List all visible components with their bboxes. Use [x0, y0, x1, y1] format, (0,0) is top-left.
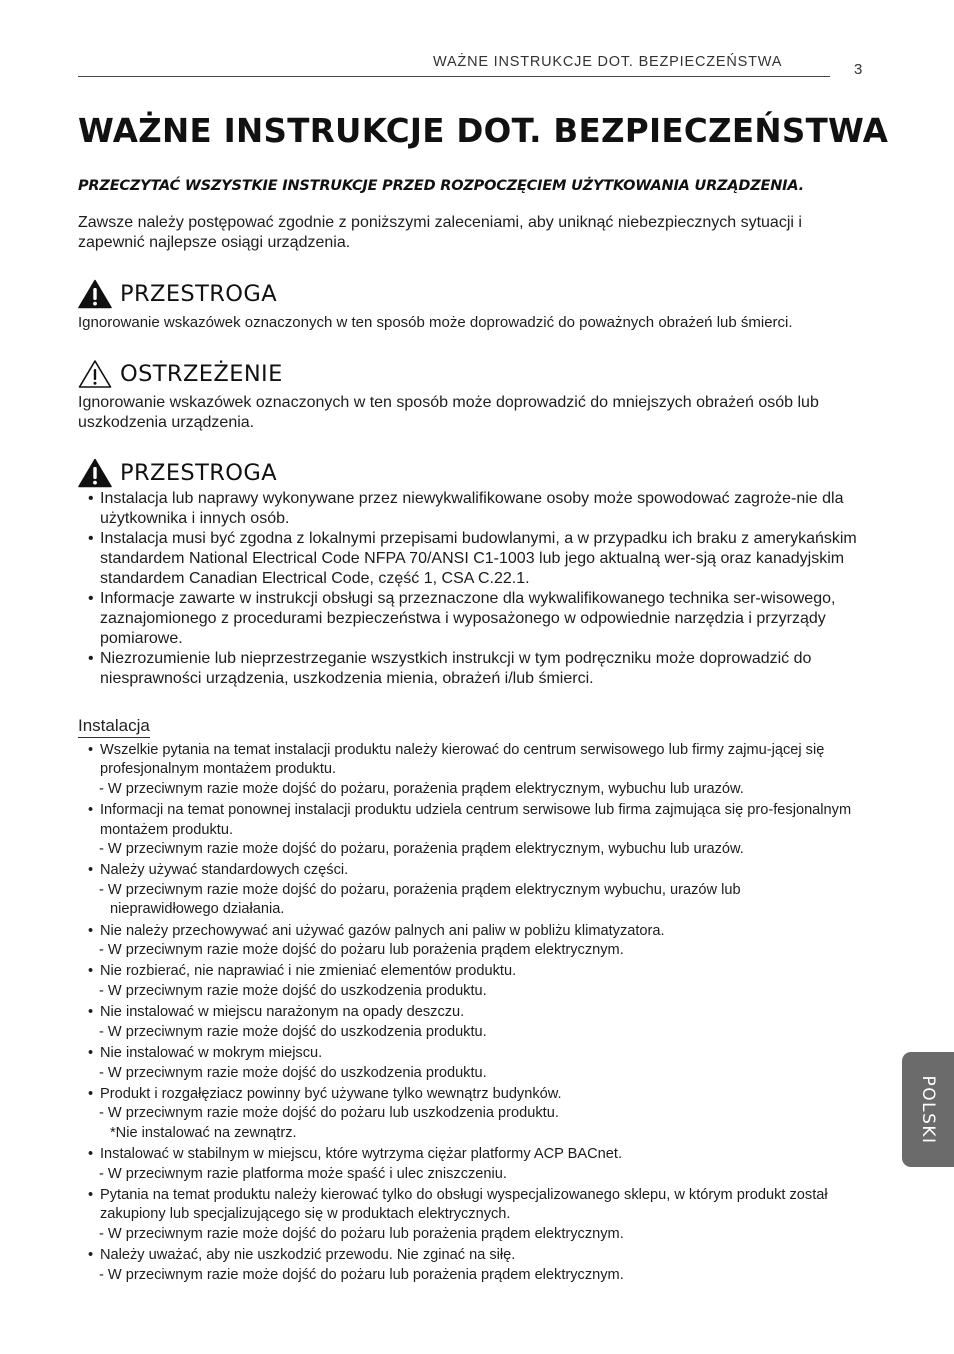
item-note: - W przeciwnym razie może dojść do uszkodzenia produktu.: [99, 1023, 487, 1040]
list-item: • Informacje zawarte w instrukcji obsługi są przeznaczone dla wykwalifikowanego technika ser-wisowego, zaznajomionego z procedurami bezpieczeństwa i wyposażonego w odpowiednie narzędzia i przyrządy pomiarowe.: [78, 589, 868, 649]
item-text: Należy uważać, aby nie uszkodzić przewodu. Nie zginać na siłę.: [100, 1247, 516, 1264]
list-item: • Instalacja musi być zgodna z lokalnymi przepisami budowlanymi, a w przypadku ich braku z amerykańskim standardem National Electrical Code NFPA 70/ANSI C1-1003 lub jego aktualną wer-sją oraz kanadyjskim standardem Canadian Electrical Code, część 1, CSA C.22.1.: [78, 529, 868, 589]
running-header: WAŻNE INSTRUKCJE DOT. BEZPIECZEŃSTWA: [433, 54, 783, 70]
list-item: [78, 741, 878, 799]
item-note-continuation: nieprawidłowego działania.: [110, 901, 285, 918]
przestroga-legend-heading: [78, 279, 277, 309]
list-item: [78, 962, 878, 1001]
item-note: - W przeciwnym razie może dojść do pożaru lub porażenia prądem elektrycznym.: [99, 942, 624, 959]
caution-list: [78, 489, 868, 689]
page-subtitle: PRZECZYTAĆ WSZYSTKIE INSTRUKCJE PRZED ROZPOCZĘCIEM UŻYTKOWANIA URZĄDZENIA.: [78, 178, 804, 194]
item-note: - W przeciwnym razie może dojść do pożaru, porażenia prądem elektrycznym wybuchu, urazów lub: [99, 881, 741, 898]
header-divider: [78, 76, 830, 77]
list-item: [78, 861, 878, 919]
item-text: Informacji na temat ponownej instalacji produktu udziela centrum serwisowe lub firma zajmująca się pro-fesjonalnym montażem produktu.: [100, 802, 852, 838]
item-note: - W przeciwnym razie może dojść do uszkodzenia produktu.: [99, 1064, 487, 1081]
ostrzezenie-legend-heading: [78, 359, 283, 389]
warning-filled-icon: [78, 458, 112, 488]
list-item: • Niezrozumienie lub nieprzestrzeganie wszystkich instrukcji w tym podręczniku może doprowadzić do niesprawności urządzenia, uszkodzenia mienia, obrażeń i/lub śmierci.: [78, 649, 868, 689]
list-item: [78, 1003, 878, 1042]
list-item: [78, 1145, 878, 1184]
item-text: Nie instalować w miejscu narażonym na opady deszczu.: [100, 1004, 465, 1021]
language-tab: [902, 1052, 954, 1167]
ostrzezenie-legend-label: OSTRZEŻENIE: [120, 361, 283, 387]
przestroga-legend-description: Ignorowanie wskazówek oznaczonych w ten sposób może doprowadzić do poważnych obrażeń lub śmierci.: [78, 314, 793, 331]
list-item: [78, 1085, 878, 1143]
list-item: [78, 801, 878, 859]
item-note: - W przeciwnym razie platforma może spaść i ulec zniszczeniu.: [99, 1165, 507, 1182]
item-text: Produkt i rozgałęziacz powinny być używane tylko wewnątrz budynków.: [100, 1085, 562, 1102]
list-item: [78, 1186, 878, 1244]
page-title: WAŻNE INSTRUKCJE DOT. BEZPIECZEŃSTWA: [78, 112, 889, 150]
item-text: Wszelkie pytania na temat instalacji produktu należy kierować do centrum serwisowego lub firmy zajmu-jącej się profesjonalnym montażem produktu.: [100, 742, 825, 778]
page-number: 3: [854, 61, 863, 78]
warning-outline-icon: [78, 359, 112, 389]
item-text: Nie należy przechowywać ani używać gazów palnych ani paliw w pobliżu klimatyzatora.: [100, 922, 665, 939]
item-text: Nie instalować w mokrym miejscu.: [100, 1045, 323, 1062]
przestroga-legend-label: PRZESTROGA: [120, 281, 278, 307]
item-text: Należy używać standardowych części.: [100, 862, 349, 879]
list-item: [78, 1044, 878, 1083]
item-note: - W przeciwnym razie może dojść do pożaru lub porażenia prądem elektrycznym.: [99, 1266, 624, 1283]
item-note-continuation: *Nie instalować na zewnątrz.: [110, 1124, 297, 1141]
item-note: - W przeciwnym razie może dojść do pożaru lub uszkodzenia produktu.: [99, 1105, 559, 1122]
item-text: Nie rozbierać, nie naprawiać i nie zmieniać elementów produktu.: [100, 963, 517, 980]
list-item: [78, 922, 878, 961]
caution-section-heading: [78, 458, 277, 488]
item-text: Instalować w stabilnym w miejscu, które wytrzyma ciężar platformy ACP BACnet.: [100, 1146, 623, 1163]
installation-list: [78, 741, 878, 1287]
language-tab-label: POLSKI: [918, 1074, 938, 1145]
intro-paragraph: Zawsze należy postępować zgodnie z poniższymi zaleceniami, aby uniknąć niebezpiecznych sytuacji i zapewnić najlepsze osiągi urządzenia.: [78, 214, 802, 251]
caution-section-label: PRZESTROGA: [120, 460, 278, 486]
installation-heading: Instalacja: [78, 716, 150, 738]
item-note: - W przeciwnym razie może dojść do pożaru, porażenia prądem elektrycznym, wybuchu lub urazów.: [99, 780, 744, 797]
item-text: Pytania na temat produktu należy kierować tylko do obsługi wyspecjalizowanego sklepu, w którym produkt został zakupiony lub specjalizującego się w produktach elektrycznych.: [100, 1186, 828, 1223]
warning-filled-icon: [78, 279, 112, 309]
ostrzezenie-legend-description: Ignorowanie wskazówek oznaczonych w ten sposób może doprowadzić do mniejszych obrażeń osób lub uszkodzenia urządzenia.: [78, 394, 819, 431]
item-note: - W przeciwnym razie może dojść do uszkodzenia produktu.: [99, 982, 487, 999]
item-note: - W przeciwnym razie może dojść do pożaru lub porażenia prądem elektrycznym.: [99, 1225, 624, 1242]
list-item: [78, 1246, 878, 1285]
item-note: - W przeciwnym razie może dojść do pożaru, porażenia prądem elektrycznym, wybuchu lub urazów.: [99, 841, 744, 858]
list-item: • Instalacja lub naprawy wykonywane przez niewykwalifikowane osoby może spowodować zagroże-nie dla użytkownika i innych osób.: [78, 489, 868, 529]
